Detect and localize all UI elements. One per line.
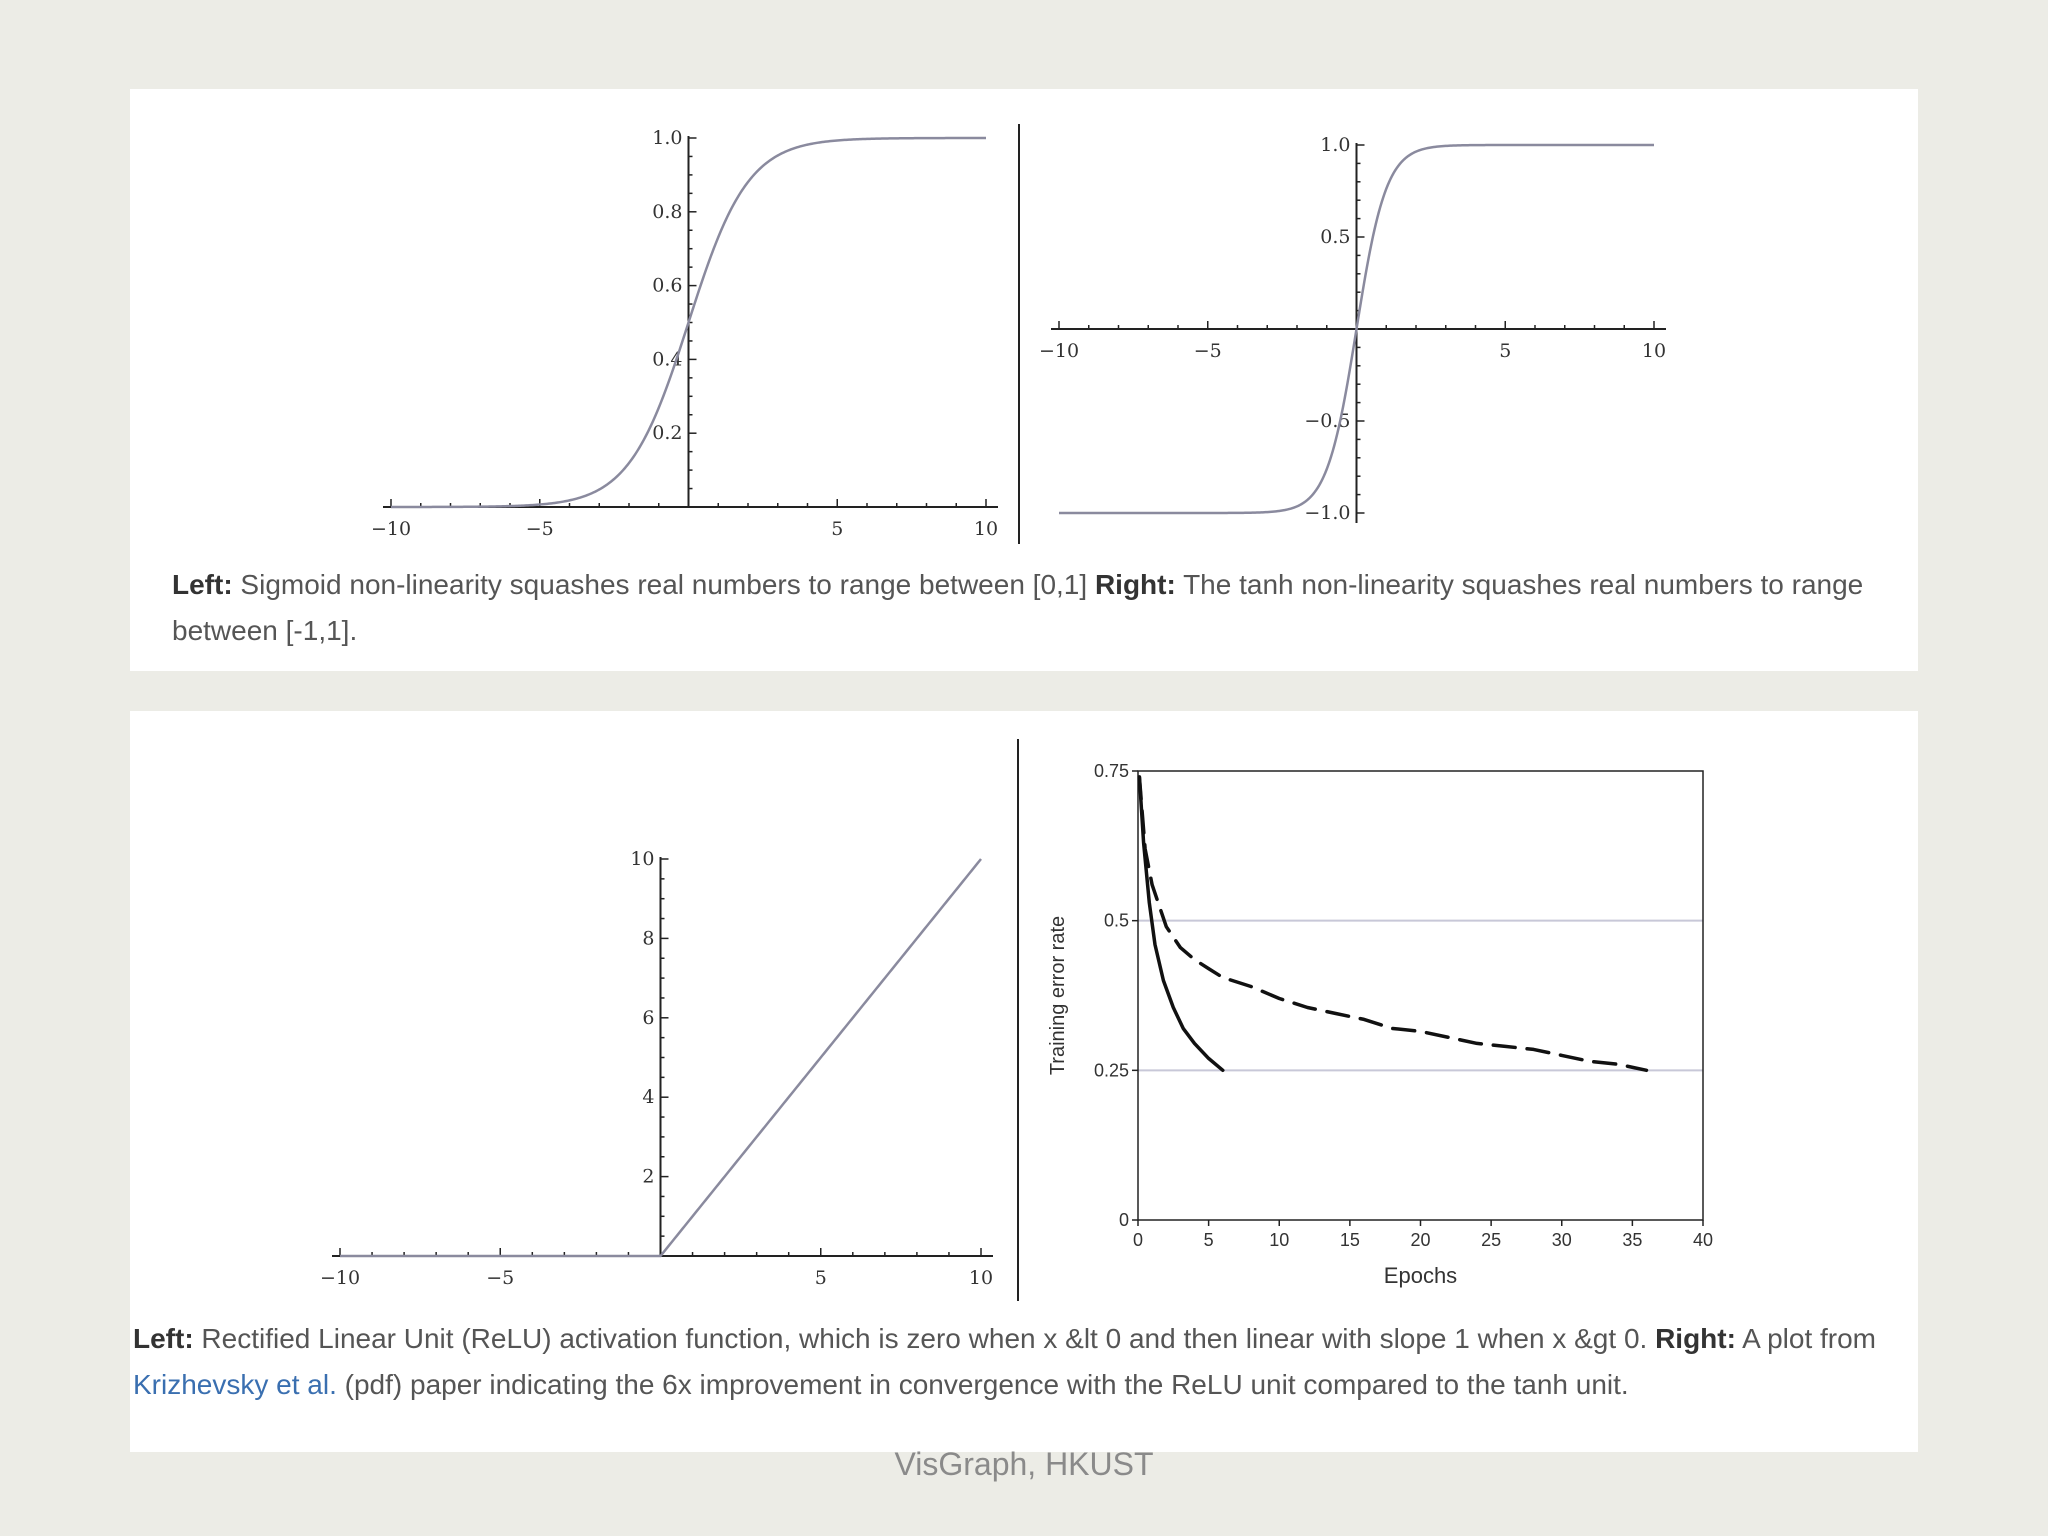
y-tick-label: 4 <box>642 1086 655 1109</box>
caption-plot-text-end: (pdf) paper indicating the 6x improvement in convergence with the ReLU unit compared to the tanh unit. <box>336 1369 1629 1400</box>
x-tick-label: 40 <box>1692 1230 1714 1250</box>
x-tick-label: −10 <box>319 1267 361 1289</box>
top-caption <box>172 562 1892 654</box>
y-tick-label: 0.25 <box>1093 1060 1129 1081</box>
tanh-chart <box>130 89 1918 549</box>
y-axis-label: Training error rate <box>1047 915 1069 1076</box>
y-tick-label: −1.0 <box>1304 502 1351 524</box>
caption-left-label: Left: <box>172 569 233 600</box>
x-tick-label: 10 <box>1269 1230 1290 1250</box>
relu-error-series <box>1139 777 1222 1070</box>
tanh-error-series <box>1139 777 1646 1070</box>
bottom-figure-panel <box>130 711 1918 1452</box>
caption-plot-text: A plot from <box>1735 1323 1877 1354</box>
x-tick-label: 5 <box>1203 1230 1214 1250</box>
caption-tanh-text: The tanh non-linearity squashes real numbers to range between [-1,1]. <box>172 569 1864 646</box>
y-tick-label: 0.5 <box>1103 910 1129 931</box>
y-tick-label: 0.5 <box>1320 226 1351 248</box>
x-tick-label: 5 <box>814 1267 827 1289</box>
x-tick-label: 35 <box>1622 1230 1643 1250</box>
x-tick-label: −5 <box>1193 340 1222 362</box>
y-tick-label: 0 <box>1118 1210 1129 1230</box>
x-tick-label: 5 <box>831 518 844 540</box>
top-figure-panel <box>130 89 1918 671</box>
y-tick-label: 1.0 <box>652 127 683 149</box>
y-tick-label: 0.2 <box>652 422 683 445</box>
y-tick-label: 6 <box>642 1006 655 1029</box>
caption-right-label: Right: <box>1094 569 1176 600</box>
bottom-caption <box>133 1316 1913 1408</box>
x-tick-label: −5 <box>486 1267 515 1289</box>
caption-right-label: Right: <box>1655 1323 1736 1354</box>
x-tick-label: 10 <box>973 518 999 540</box>
krizhevsky-link[interactable]: Krizhevsky et al. <box>133 1369 337 1400</box>
x-tick-label: 30 <box>1551 1230 1572 1250</box>
x-tick-label: −10 <box>370 518 412 540</box>
x-tick-label: 10 <box>1641 340 1667 362</box>
footer-credit: VisGraph, HKUST <box>894 1446 1154 1482</box>
y-tick-label: −0.5 <box>1304 410 1351 432</box>
x-axis-label: Epochs <box>1383 1263 1458 1288</box>
x-tick-label: 15 <box>1339 1230 1360 1250</box>
x-tick-label: 5 <box>1499 340 1512 362</box>
x-tick-label: 10 <box>968 1267 994 1289</box>
caption-left-label: Left: <box>133 1323 194 1354</box>
y-tick-label: 8 <box>642 927 655 950</box>
y-tick-label: 2 <box>642 1165 655 1188</box>
x-tick-label: −10 <box>1038 340 1080 362</box>
y-tick-label: 1.0 <box>1320 134 1351 156</box>
x-tick-label: 20 <box>1410 1230 1431 1250</box>
convergence-chart <box>130 711 1918 1311</box>
x-tick-label: 0 <box>1132 1230 1144 1250</box>
x-tick-label: 25 <box>1481 1230 1502 1250</box>
y-tick-label: 0.8 <box>652 200 683 223</box>
plot-frame <box>1138 771 1703 1220</box>
y-tick-label: 10 <box>630 848 655 870</box>
y-tick-label: 0.75 <box>1093 761 1129 781</box>
y-tick-label: 0.6 <box>652 274 683 297</box>
x-tick-label: −5 <box>525 518 554 540</box>
caption-relu-text: Rectified Linear Unit (ReLU) activation function, which is zero when x &lt 0 and then linear with slope 1 when x &gt 0. <box>193 1323 1656 1354</box>
caption-sigmoid-text: Sigmoid non-linearity squashes real numbers to range between [0,1] <box>232 569 1095 600</box>
y-tick-label: 0.4 <box>652 348 683 371</box>
